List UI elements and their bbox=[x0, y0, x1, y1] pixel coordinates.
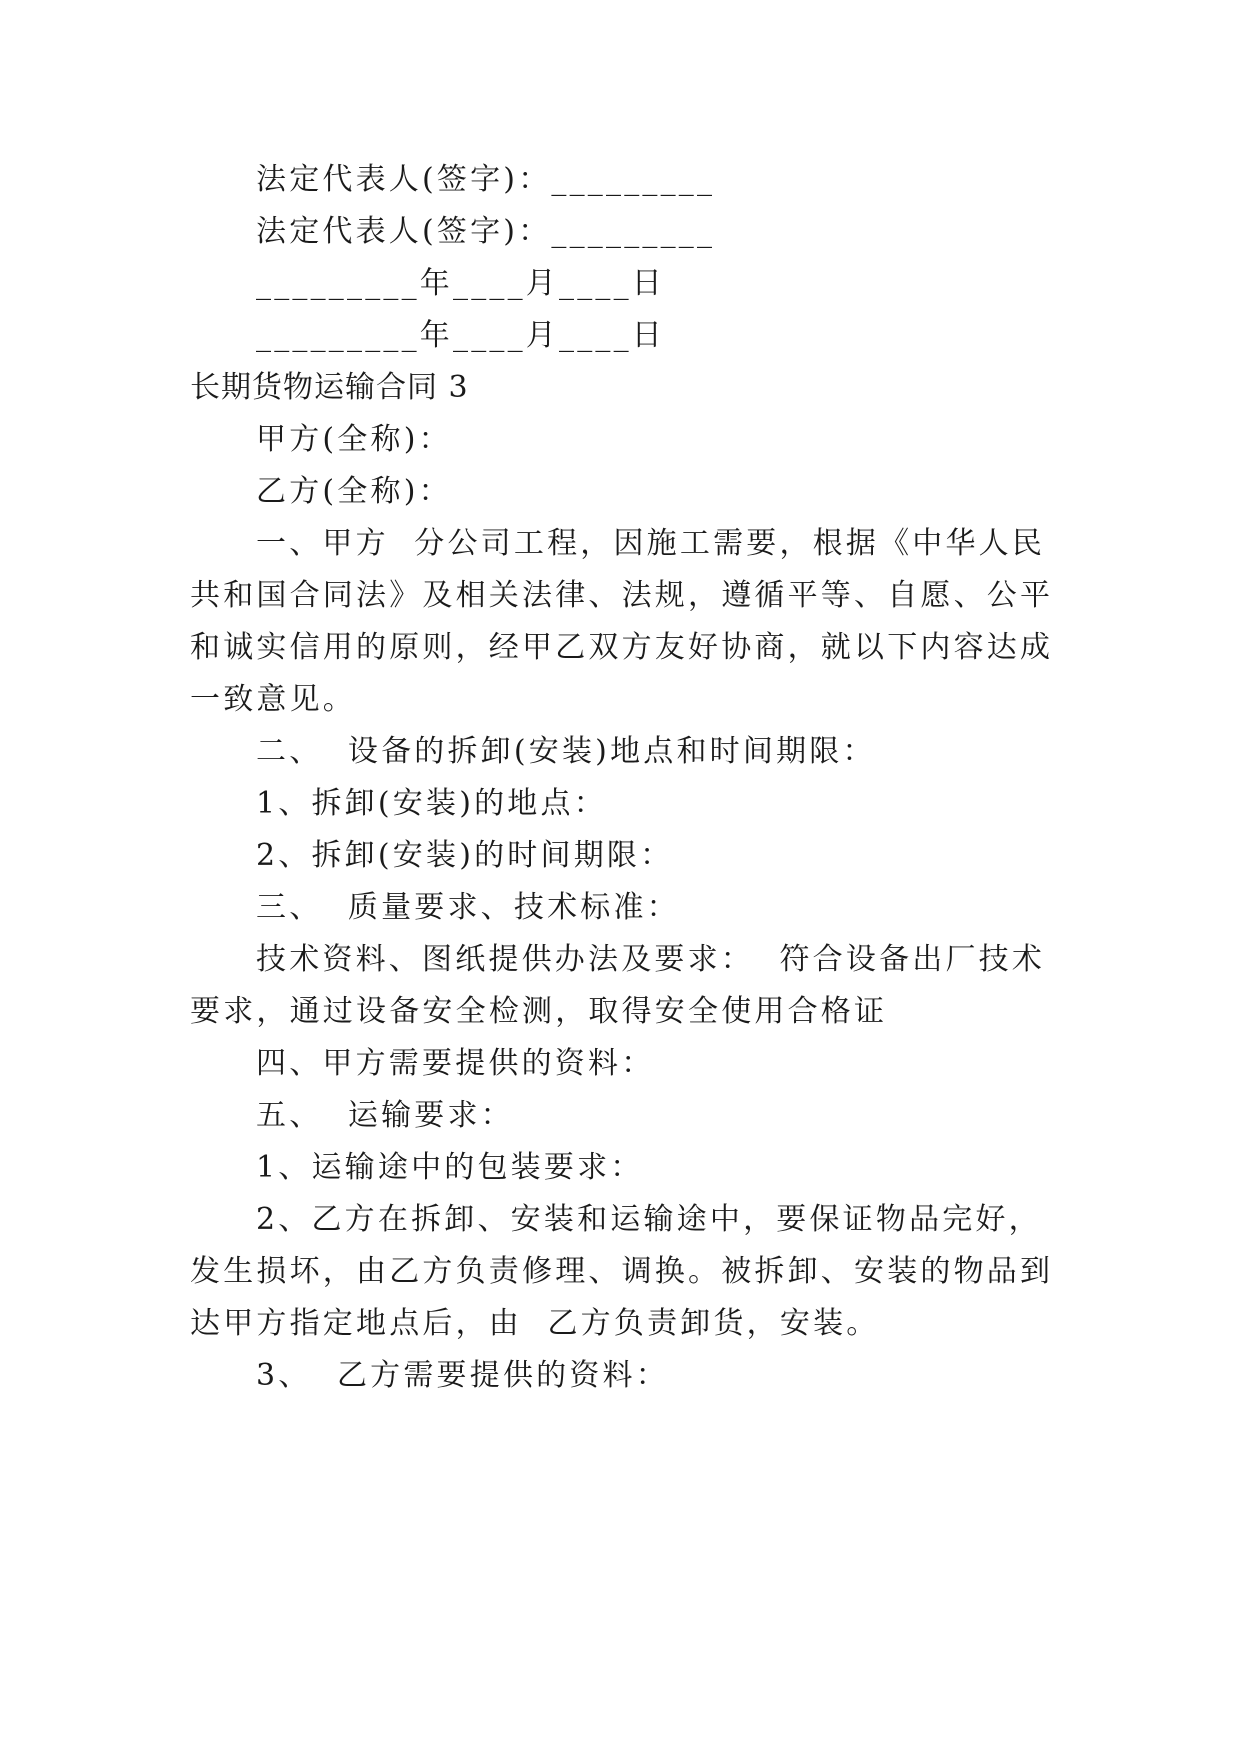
clause-4-heading: 四、甲方需要提供的资料： bbox=[256, 1046, 655, 1081]
clause-5-item-2-line-3: 达甲方指定地点后，由 乙方负责卸货，安装。 bbox=[190, 1306, 880, 1341]
clause-5-item-1: 1、运输途中的包装要求： bbox=[256, 1150, 644, 1185]
clause-3-heading: 三、 质量要求、技术标准： bbox=[256, 890, 680, 925]
clause-2-heading: 二、 设备的拆卸(安装)地点和时间期限： bbox=[256, 734, 876, 769]
signature-line-legal-rep-1: 法定代表人(签字)：_________ bbox=[256, 162, 716, 197]
clause-5-heading: 五、 运输要求： bbox=[256, 1098, 514, 1133]
date-line-1: _________年____月____日 bbox=[256, 266, 665, 301]
signature-line-legal-rep-2: 法定代表人(签字)：_________ bbox=[256, 214, 716, 249]
clause-1-line-2: 共和国合同法》及相关法律、法规，遵循平等、自愿、公平 bbox=[190, 578, 1054, 613]
clause-2-item-1: 1、拆卸(安装)的地点： bbox=[256, 786, 607, 821]
clause-1-line-3: 和诚实信用的原则，经甲乙双方友好协商，就以下内容达成 bbox=[190, 630, 1054, 665]
clause-1-line-4: 一致意见。 bbox=[190, 682, 356, 717]
party-a-line: 甲方(全称)： bbox=[256, 422, 452, 457]
clause-3-body-line-2: 要求，通过设备安全检测，取得安全使用合格证 bbox=[190, 994, 888, 1029]
clause-2-item-2: 2、拆卸(安装)的时间期限： bbox=[256, 838, 674, 873]
clause-1-line-1: 一、甲方 分公司工程，因施工需要，根据《中华人民 bbox=[256, 526, 1046, 561]
clause-5-item-2-line-2: 发生损坏，由乙方负责修理、调换。被拆卸、安装的物品到 bbox=[190, 1254, 1054, 1289]
party-b-line: 乙方(全称)： bbox=[256, 474, 452, 509]
clause-5-item-3: 3、 乙方需要提供的资料： bbox=[256, 1358, 669, 1393]
clause-5-item-2-line-1: 2、乙方在拆卸、安装和运输途中，要保证物品完好， bbox=[256, 1202, 1042, 1237]
date-line-2: _________年____月____日 bbox=[256, 318, 665, 353]
clause-3-body-line-1: 技术资料、图纸提供办法及要求： 符合设备出厂技术 bbox=[256, 942, 1046, 977]
contract-title: 长期货物运输合同 3 bbox=[190, 370, 469, 405]
